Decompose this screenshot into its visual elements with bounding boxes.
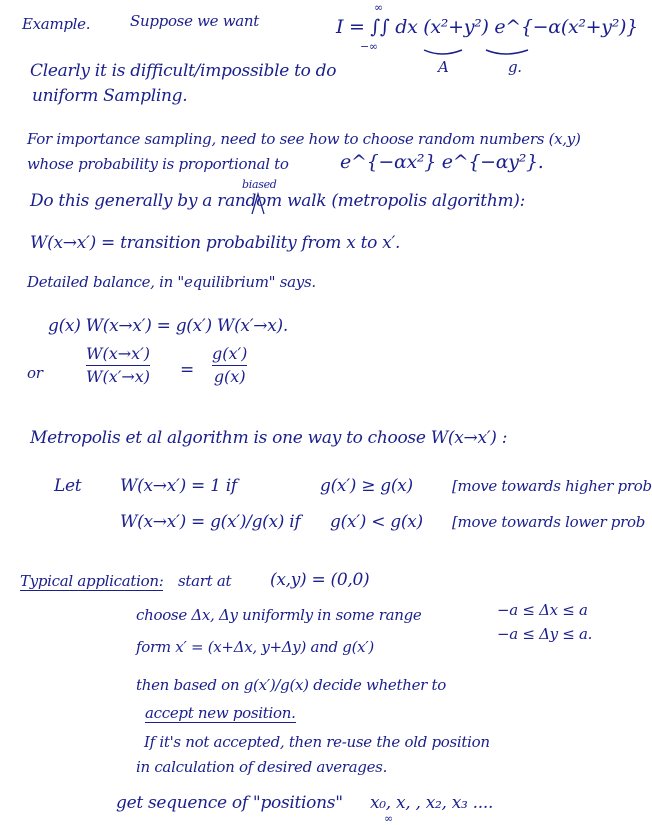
biased-insert: biased — [242, 178, 277, 191]
brace-under-a — [424, 50, 462, 54]
start-text: start at — [178, 572, 232, 590]
importance-line2b: e^{−αx²} e^{−αy²}. — [340, 151, 544, 173]
label-a: A — [438, 58, 449, 76]
rule2-lhs: W(x→x′) = g(x′)/g(x) if — [120, 512, 301, 532]
sequence: x₀, x, , x₂, x₃ .... — [370, 793, 494, 813]
clearly-line2: uniform Sampling. — [32, 86, 188, 106]
range-dy: −a ≤ Δy ≤ a. — [497, 625, 593, 643]
let-label: Let — [54, 476, 82, 496]
integral-lower-limit: −∞ — [360, 40, 378, 53]
insert-caret — [252, 194, 264, 214]
integral-expression: I = ∫∫ dx (x²+y²) e^{−α(x²+y²)} — [336, 16, 638, 38]
metropolis-line1: Metropolis et al algorithm is one way to choose W(x→x′) : — [30, 428, 508, 448]
or-label: or — [27, 364, 43, 382]
brace-under-g — [486, 50, 528, 54]
fraction-g-numerator: g(x′) — [212, 344, 248, 363]
example-label: Example. — [22, 15, 91, 33]
form-line: form x′ = (x+Δx, y+Δy) and g(x′) — [136, 638, 374, 656]
fraction-equals: = — [180, 360, 194, 380]
balance-eq1: g(x) W(x→x′) = g(x′) W(x′→x). — [48, 316, 288, 336]
balance-line1: Detailed balance, in "equilibrium" says. — [27, 273, 316, 291]
walk-line2: W(x→x′) = transition probability from x to x′. — [30, 233, 401, 253]
importance-line1: For importance sampling, need to see how to choose random numbers (x,y) — [27, 130, 581, 148]
get-line: get sequence of "positions" — [116, 793, 343, 813]
rule2-note: [move towards lower prob — [452, 513, 645, 531]
start-value: (x,y) = (0,0) — [270, 570, 370, 590]
choose-line: choose Δx, Δy uniformly in some range — [136, 606, 422, 624]
fraction-g-denominator: g(x) — [213, 367, 246, 387]
sequence-subscript: ∞ — [384, 812, 393, 825]
typical-heading: Typical application: — [20, 572, 164, 590]
fraction-w-numerator: W(x→x′) — [86, 344, 151, 363]
accept-line: accept new position. — [145, 704, 296, 722]
then-line: then based on g(x′)/g(x) decide whether to — [136, 676, 446, 694]
rule1-condition: g(x′) ≥ g(x) — [320, 476, 413, 496]
integral-upper-limit: ∞ — [374, 1, 383, 14]
range-dx: −a ≤ Δx ≤ a — [497, 601, 588, 619]
rule1-lhs: W(x→x′) = 1 if — [120, 476, 237, 496]
clearly-line1: Clearly it is difficult/impossible to do — [30, 61, 337, 81]
fraction-w-denominator: W(x′→x) — [86, 367, 151, 387]
ifnot-line: If it's not accepted, then re-use the old position — [144, 733, 490, 751]
rule1-note: [move towards higher prob — [452, 477, 652, 495]
label-g: g. — [508, 58, 522, 76]
walk-line1: Do this generally by a random walk (metropolis algorithm): — [30, 191, 526, 211]
incalc-line: in calculation of desired averages. — [136, 758, 388, 776]
importance-line2a: whose probability is proportional to — [27, 155, 289, 173]
rule2-condition: g(x′) < g(x) — [330, 512, 423, 532]
suppose-text: Suppose we want — [130, 12, 259, 30]
